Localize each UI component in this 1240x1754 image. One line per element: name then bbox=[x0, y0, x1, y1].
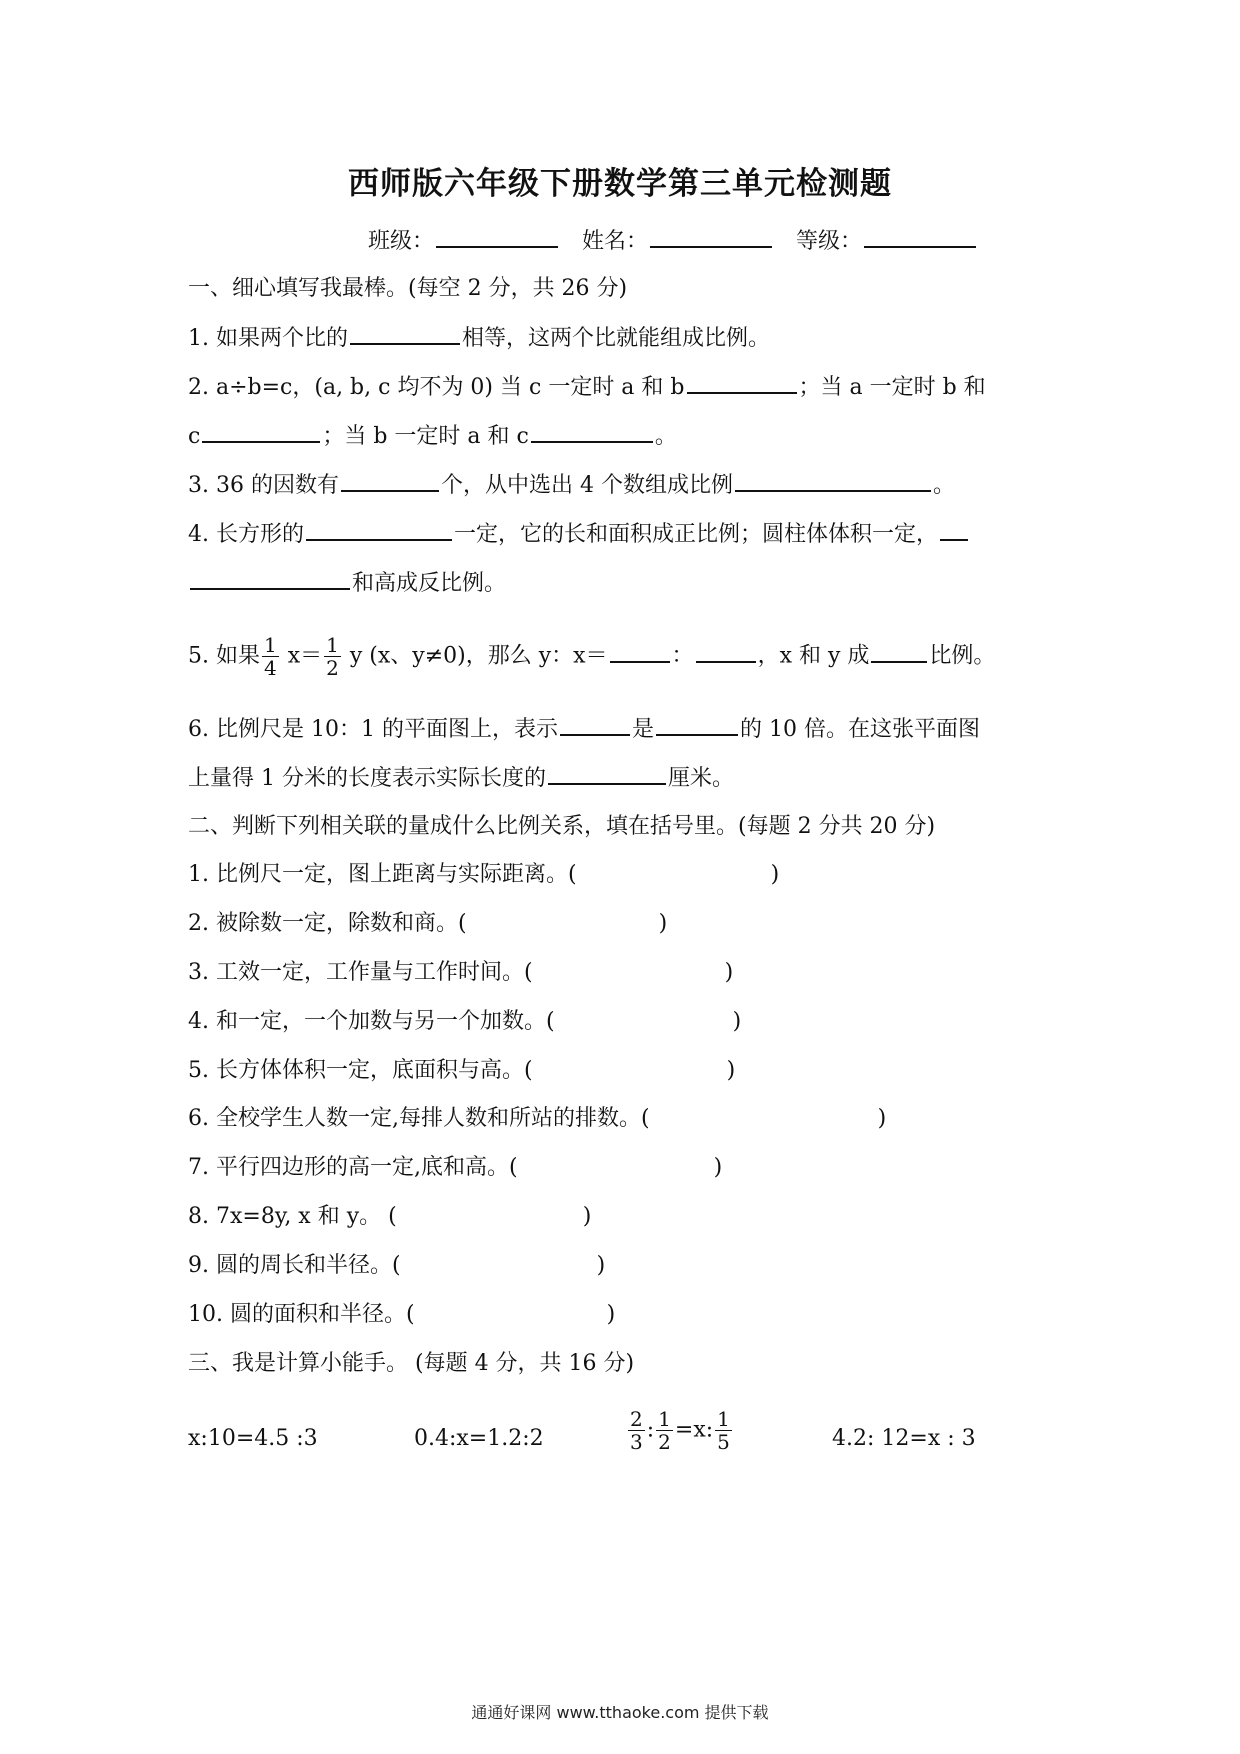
q3-blank-1[interactable] bbox=[341, 470, 439, 492]
judge-item-3-close: ) bbox=[724, 960, 734, 985]
section3-heading: 三、我是计算小能手。 (每题 4 分，共 16 分) bbox=[188, 1351, 635, 1376]
question-6-line1 bbox=[188, 714, 980, 745]
eq3-fraction-2: $\frac{1}{2}$ bbox=[658, 1407, 671, 1454]
question-3 bbox=[188, 470, 955, 501]
judge-item-10 bbox=[188, 1300, 615, 1330]
q6-text-d: 上量得 1 分米的长度表示实际长度的 bbox=[188, 766, 546, 791]
judge-item-5-text: 5. 长方体体积一定，底面积与高。( bbox=[188, 1058, 533, 1083]
q6-blank-1[interactable] bbox=[560, 714, 630, 736]
equation-1: x:10=4.5 :3 bbox=[188, 1426, 318, 1451]
page-title: 西师版六年级下册数学第三单元检测题 bbox=[348, 166, 892, 202]
q5-fraction-2: $\frac{1}{2}$ bbox=[326, 633, 339, 680]
q2-text-c: c bbox=[188, 424, 201, 449]
q3-text-b: 个，从中选出 4 个数组成比例 bbox=[440, 473, 733, 498]
q2-blank-1[interactable] bbox=[687, 372, 797, 394]
q2-text-d: ；当 b 一定时 a 和 c bbox=[322, 424, 529, 449]
q5-text-d: ： bbox=[671, 643, 694, 669]
question-4-line2 bbox=[188, 568, 506, 599]
judge-item-2-text: 2. 被除数一定，除数和商。( bbox=[188, 911, 467, 936]
judge-item-10-text: 10. 圆的面积和半径。( bbox=[188, 1302, 415, 1327]
judge-item-7 bbox=[188, 1153, 722, 1183]
class-label: 班级： bbox=[368, 229, 435, 254]
grade-blank[interactable] bbox=[864, 226, 976, 248]
q6-text-c: 的 10 倍。在这张平面图 bbox=[739, 717, 980, 742]
judge-item-7-text: 7. 平行四边形的高一定,底和高。( bbox=[188, 1155, 518, 1180]
q4-text-c: 和高成反比例。 bbox=[352, 571, 507, 596]
q2-blank-3[interactable] bbox=[531, 421, 653, 443]
q5-text-a: 5. 如果 bbox=[188, 643, 260, 669]
grade-label: 等级： bbox=[796, 229, 863, 254]
q4-blank-1[interactable] bbox=[306, 519, 452, 541]
judge-item-2-close: ) bbox=[658, 911, 668, 936]
q2-text-a: 2. a÷b=c，(a, b, c 均不为 0) 当 c 一定时 a 和 b bbox=[188, 375, 685, 400]
equation-4: 4.2: 12=x : 3 bbox=[832, 1426, 976, 1451]
name-blank[interactable] bbox=[650, 226, 772, 248]
q6-blank-3[interactable] bbox=[548, 763, 666, 785]
judge-item-1 bbox=[188, 860, 779, 890]
q4-text-b: 一定，它的长和面积成正比例；圆柱体体积一定， bbox=[453, 522, 938, 547]
q6-blank-2[interactable] bbox=[656, 714, 738, 736]
judge-item-3-text: 3. 工效一定，工作量与工作时间。( bbox=[188, 960, 533, 985]
judge-item-4-text: 4. 和一定，一个加数与另一个加数。( bbox=[188, 1009, 555, 1034]
judge-item-7-close: ) bbox=[713, 1155, 723, 1180]
judge-item-8-text: 8. 7x=8y, x 和 y。 ( bbox=[188, 1204, 397, 1229]
question-2-line2 bbox=[188, 421, 677, 452]
q1-text-a: 1. 如果两个比的 bbox=[188, 326, 348, 351]
equation-3 bbox=[626, 1408, 734, 1453]
q5-blank-1[interactable] bbox=[610, 641, 670, 663]
judge-item-3 bbox=[188, 958, 733, 988]
q5-text-c: y (x、y≠0)，那么 y：x＝ bbox=[342, 643, 608, 669]
q6-text-e: 厘米。 bbox=[668, 766, 735, 791]
judge-item-8 bbox=[188, 1202, 591, 1232]
section1-heading: 一、细心填写我最棒。(每空 2 分，共 26 分) bbox=[188, 276, 628, 301]
eq3-fraction-3: $\frac{1}{5}$ bbox=[717, 1407, 730, 1454]
judge-item-6-text: 6. 全校学生人数一定,每排人数和所站的排数。( bbox=[188, 1106, 650, 1131]
judge-item-2 bbox=[188, 909, 667, 939]
eq3-fraction-1: $\frac{2}{3}$ bbox=[630, 1407, 643, 1454]
question-6-line2 bbox=[188, 763, 734, 794]
q5-text-e: ，x 和 y 成 bbox=[757, 643, 870, 669]
question-1 bbox=[188, 323, 770, 354]
q4-text-a: 4. 长方形的 bbox=[188, 522, 304, 547]
question-2-line1 bbox=[188, 372, 986, 403]
q4-blank-2[interactable] bbox=[190, 568, 350, 590]
q4-blank-2-start[interactable] bbox=[940, 519, 968, 541]
section2-heading: 二、判断下列相关联的量成什么比例关系，填在括号里。(每题 2 分共 20 分) bbox=[188, 814, 936, 839]
eq3-mid: =x: bbox=[674, 1417, 714, 1443]
q3-blank-2[interactable] bbox=[735, 470, 931, 492]
equation-2: 0.4:x=1.2:2 bbox=[414, 1426, 544, 1451]
judge-item-5 bbox=[188, 1056, 735, 1086]
judge-item-9-text: 9. 圆的周长和半径。( bbox=[188, 1253, 401, 1278]
question-5 bbox=[188, 634, 995, 679]
q3-text-c: 。 bbox=[932, 473, 955, 498]
q1-text-b: 相等，这两个比就能组成比例。 bbox=[461, 326, 770, 351]
name-label: 姓名： bbox=[582, 229, 649, 254]
judge-item-6 bbox=[188, 1104, 886, 1134]
eq3-colon: : bbox=[646, 1417, 655, 1443]
judge-item-10-close: ) bbox=[606, 1302, 616, 1327]
question-4-line1 bbox=[188, 519, 970, 550]
q5-blank-2[interactable] bbox=[696, 641, 756, 663]
judge-item-5-close: ) bbox=[726, 1058, 736, 1083]
judge-item-9-close: ) bbox=[596, 1253, 606, 1278]
q5-text-b: x＝ bbox=[280, 643, 323, 669]
q5-text-f: 比例。 bbox=[929, 643, 996, 669]
q2-text-e: 。 bbox=[654, 424, 677, 449]
judge-item-4 bbox=[188, 1007, 741, 1037]
judge-item-6-close: ) bbox=[877, 1106, 887, 1131]
judge-item-9 bbox=[188, 1251, 605, 1281]
q6-text-a: 6. 比例尺是 10：1 的平面图上，表示 bbox=[188, 717, 558, 742]
q6-text-b: 是 bbox=[631, 717, 654, 742]
judge-item-4-close: ) bbox=[732, 1009, 742, 1034]
q5-blank-3[interactable] bbox=[871, 641, 927, 663]
class-blank[interactable] bbox=[436, 226, 558, 248]
judge-item-8-close: ) bbox=[582, 1204, 592, 1229]
student-info-row bbox=[368, 226, 978, 257]
footer-source: 通通好课网 www.tthaoke.com 提供下载 bbox=[471, 1703, 769, 1722]
q3-text-a: 3. 36 的因数有 bbox=[188, 473, 339, 498]
q2-text-b: ；当 a 一定时 b 和 bbox=[798, 375, 986, 400]
judge-item-1-close: ) bbox=[770, 862, 780, 887]
judge-item-1-text: 1. 比例尺一定，图上距离与实际距离。( bbox=[188, 862, 577, 887]
q2-blank-2[interactable] bbox=[202, 421, 320, 443]
q1-blank[interactable] bbox=[350, 323, 460, 345]
q5-fraction-1: $\frac{1}{4}$ bbox=[263, 633, 277, 680]
